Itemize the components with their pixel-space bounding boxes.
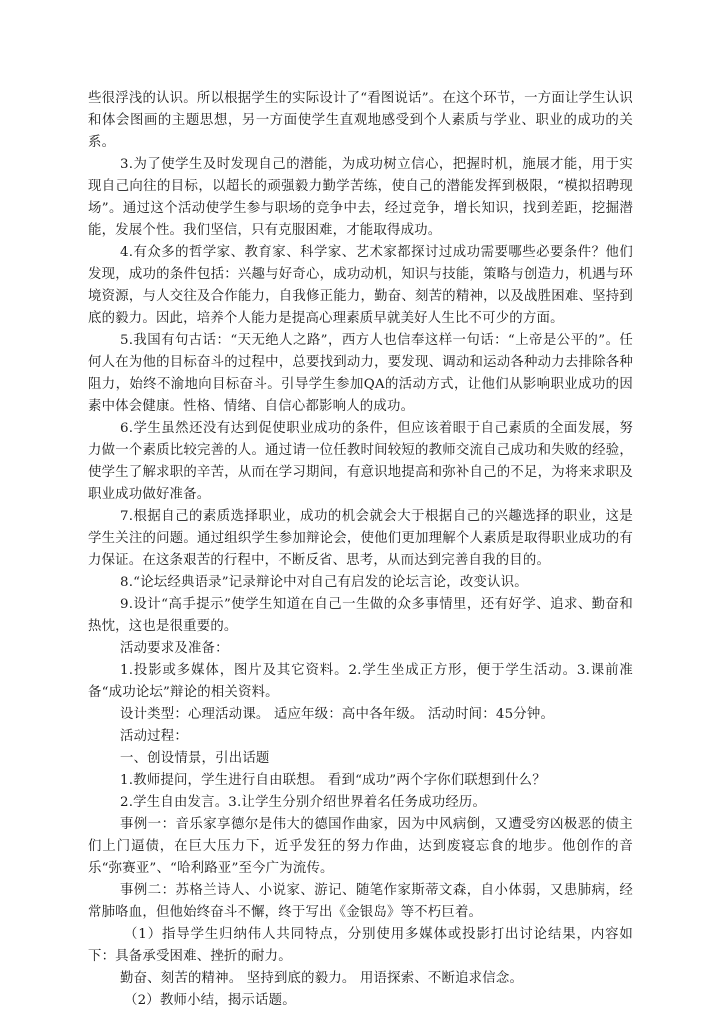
paragraph-item-3: 3.为了使学生及时发现自己的潜能，为成功树立信心，把握时机，施展才能，用于实现自己向往的目标，以超长的顽强毅力勤学苦练，使自己的潜能发挥到极限，“模拟招聘现场”。通过这个活动使学生参与职场的竞争中去，经过竞争，增长知识，找到差距，挖掘潜能，发展个性。我们坚信，只有克服困难，才能取得成功。 xyxy=(88,157,633,238)
paragraph-example-one: 事例一：音乐家享德尔是伟大的德国作曲家，因为中风病倒，又遭受穷凶极恶的债主们上门逼债，在巨大压力下，近乎发狂的努力作曲，达到废寝忘食的地步。他创作的音乐“弥赛亚”、“哈利路亚”至今广为流传。 xyxy=(88,817,633,876)
paragraph-item-4: 4.有众多的哲学家、教育家、科学家、艺术家都探讨过成功需要哪些必要条件？他们发现，成功的条件包括：兴趣与好奇心，成功动机，知识与技能，策略与创造力，机遇与环境资源，与人交往及合作能力，自我修正能力，勤奋、刻苦的精神，以及战胜困难、坚持到底的毅力。因此，培养个人能力是提高心理素质早就美好人生比不可少的方面。 xyxy=(88,245,633,326)
paragraph-materials: 1.投影或多媒体，图片及其它资料。2.学生坐成正方形，便于学生活动。3.课前准备“成功论坛”辩论的相关资料。 xyxy=(88,663,633,700)
heading-section-one: 一、创设情景，引出话题 xyxy=(120,751,270,766)
document-body xyxy=(88,88,633,1012)
paragraph-item-6: 6.学生虽然还没有达到促使职业成功的条件，但应该着眼于自己素质的全面发展，努力做一个素质比较完善的人。通过请一位任教时间较短的教师交流自己成功和失败的经验，使学生了解求职的辛苦，从而在学习期间，有意识地提高和弥补自己的不足，为将来求职及职业成功做好准备。 xyxy=(88,421,633,502)
paragraph-example-two: 事例二：苏格兰诗人、小说家、游记、随笔作家斯蒂文森，自小体弱，又患肺病，经常肺咯血，但他始终奋斗不懈，终于写出《金银岛》等不朽巨着。 xyxy=(88,883,633,920)
heading-activity-requirements: 活动要求及准备： xyxy=(120,641,229,656)
paragraph-item-5: 5.我国有句古话：“天无绝人之路”，西方人也信奉这样一句话：“上帝是公平的”。任何人在为他的目标奋斗的过程中，总要找到动力，要发现、调动和运动各种动力去排除各种阻力，始终不渝地向目标奋斗。引导学生参加QA的活动方式，让他们从影响职业成功的因素中体会健康。性格、情绪、自信心都影响人的成功。 xyxy=(88,333,633,414)
heading-activity-process: 活动过程： xyxy=(120,729,188,744)
paragraph-guide-summary: （1）指导学生归纳伟人共同特点，分别使用多媒体或投影打出讨论结果，内容如下：具备承受困难、挫折的耐力。 xyxy=(88,927,633,964)
paragraph-item-9: 9.设计“高手提示”使学生知道在自己一生做的众多事情里，还有好学、追求、勤奋和热忱，这也是很重要的。 xyxy=(88,597,633,634)
paragraph-design-info: 设计类型：心理活动课。 适应年级：高中各年级。 活动时间：45分钟。 xyxy=(120,707,555,722)
paragraph-intro-continued: 些很浮浅的认识。所以根据学生的实际设计了“看图说话”。在这个环节，一方面让学生认识和体会图画的主题思想，另一方面使学生直观地感受到个人素质与学业、职业的成功的关系。 xyxy=(88,91,633,150)
paragraph-step-1: 1.教师提问，学生进行自由联想。 看到“成功”两个字你们联想到什么？ xyxy=(120,773,546,788)
paragraph-step-2-3: 2.学生自由发言。3.让学生分别介绍世界着名任务成功经历。 xyxy=(120,795,487,810)
paragraph-traits: 勤奋、刻苦的精神。 坚持到底的毅力。 用语探索、不断追求信念。 xyxy=(120,971,524,986)
paragraph-item-7: 7.根据自己的素质选择职业，成功的机会就会大于根据自己的兴趣选择的职业，这是学生关注的问题。通过组织学生参加辩论会，使他们更加理解个人素质是取得职业成功的有力保证。在这条艰苦的行程中，不断反省、思考，从而达到完善自我的目的。 xyxy=(88,509,633,568)
paragraph-item-8: 8.“论坛经典语录”记录辩论中对自己有启发的论坛言论，改变认识。 xyxy=(120,575,528,590)
paragraph-teacher-summary: （2）教师小结，揭示话题。 xyxy=(124,993,296,1008)
